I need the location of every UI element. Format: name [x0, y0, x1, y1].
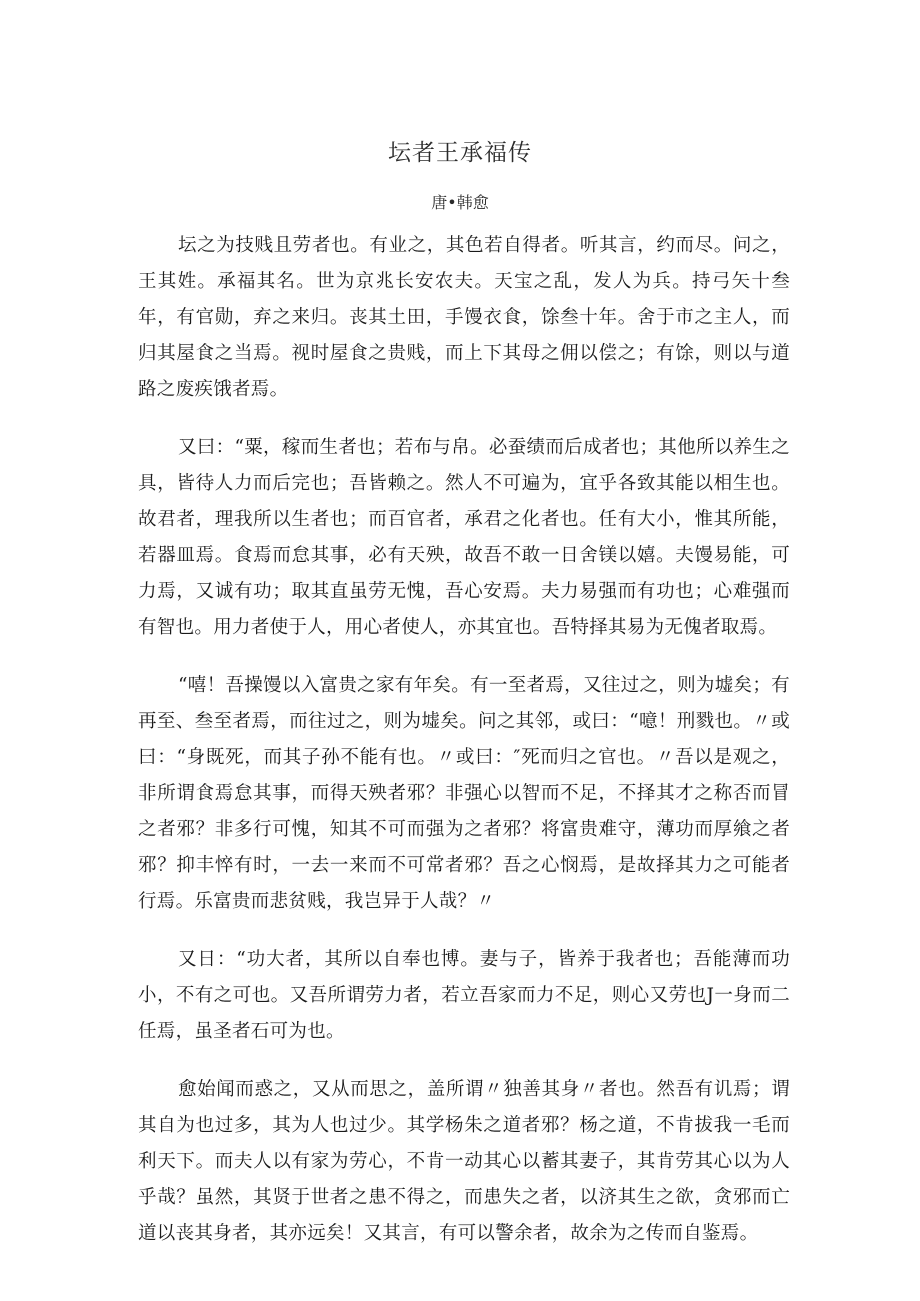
paragraph-1: 坛之为技贱且劳者也。有业之，其色若自得者。听其言，约而尽。问之，王其姓。承福其名。世为京兆长安农夫。天宝之乱，发人为兵。持弓矢十叁年，有官勋，弃之来归。丧其土田，手馒衣食，馀叁十年。舍于市之主人，而归其屋食之当焉。视时屋食之贵贱，而上下其母之佣以偿之；有馀，则以与道路之废疾饿者焉。	[138, 235, 790, 400]
paragraph-4: 又日：“功大者，其所以自奉也博。妻与子，皆养于我者也；吾能薄而功小，不有之可也。又吾所谓劳力者，若立吾家而力不足，则心又劳也J一身而二任焉，虽圣者石可为也。	[138, 949, 790, 1042]
paragraph-2: 又曰：“粟，稼而生者也；若布与帛。必蚕绩而后成者也；其他所以养生之具，皆待人力而后完也；吾皆赖之。然人不可遍为，宜乎各致其能以相生也。故君者，理我所以生者也；而百官者，承君之化者也。任有大小，惟其所能，若器皿焉。食焉而怠其事，必有天殃，故吾不敢一日舍镁以嬉。夫馒易能，可力焉，又诚有功；取其直虽劳无愧，吾心安焉。夫力易强而有功也；心难强而有智也。用力者使于人，用心者使人，亦其宜也。吾特择其易为无傀者取焉。	[138, 437, 790, 638]
document-author: 唐•韩愈	[431, 193, 489, 212]
paragraph-3: “嘻！吾操馒以入富贵之家有年矣。有一至者焉，又往过之，则为墟矣；有再至、叁至者焉，而往过之，则为墟矣。问之其邻，或曰：“噫！刑戮也。〃或曰：“身既死，而其子孙不能有也。〃或曰：″死而归之官也。〃吾以是观之，非所谓食焉怠其事，而得天殃者邪？非强心以智而不足，不择其才之称否而冒之者邪？非多行可愧，知其不可而强为之者邪？将富贵难守，薄功而厚飨之者邪？抑丰悴有时，一去一来而不可常者邪？吾之心悯焉，是故择其力之可能者行焉。乐富贵而悲贫贱，我岂异于人哉？〃	[138, 675, 790, 912]
document-title: 坛者王承福传	[388, 140, 532, 166]
document-body	[138, 228, 790, 1274]
paragraph-5: 愈始闻而惑之，又从而思之，盖所谓〃独善其身〃者也。然吾有讥焉；谓其自为也过多，其为人也过少。其学杨朱之道者邪？杨之道，不肯拔我一毛而利天下。而夫人以有家为劳心，不肯一动其心以蓄其妻子，其肯劳其心以为人乎哉？虽然，其贤于世者之患不得之，而患失之者，以济其生之欲，贪邪而亡道以丧其身者，其亦远矣！又其言，有可以警余者，故余为之传而自鉴焉。	[138, 1079, 790, 1244]
